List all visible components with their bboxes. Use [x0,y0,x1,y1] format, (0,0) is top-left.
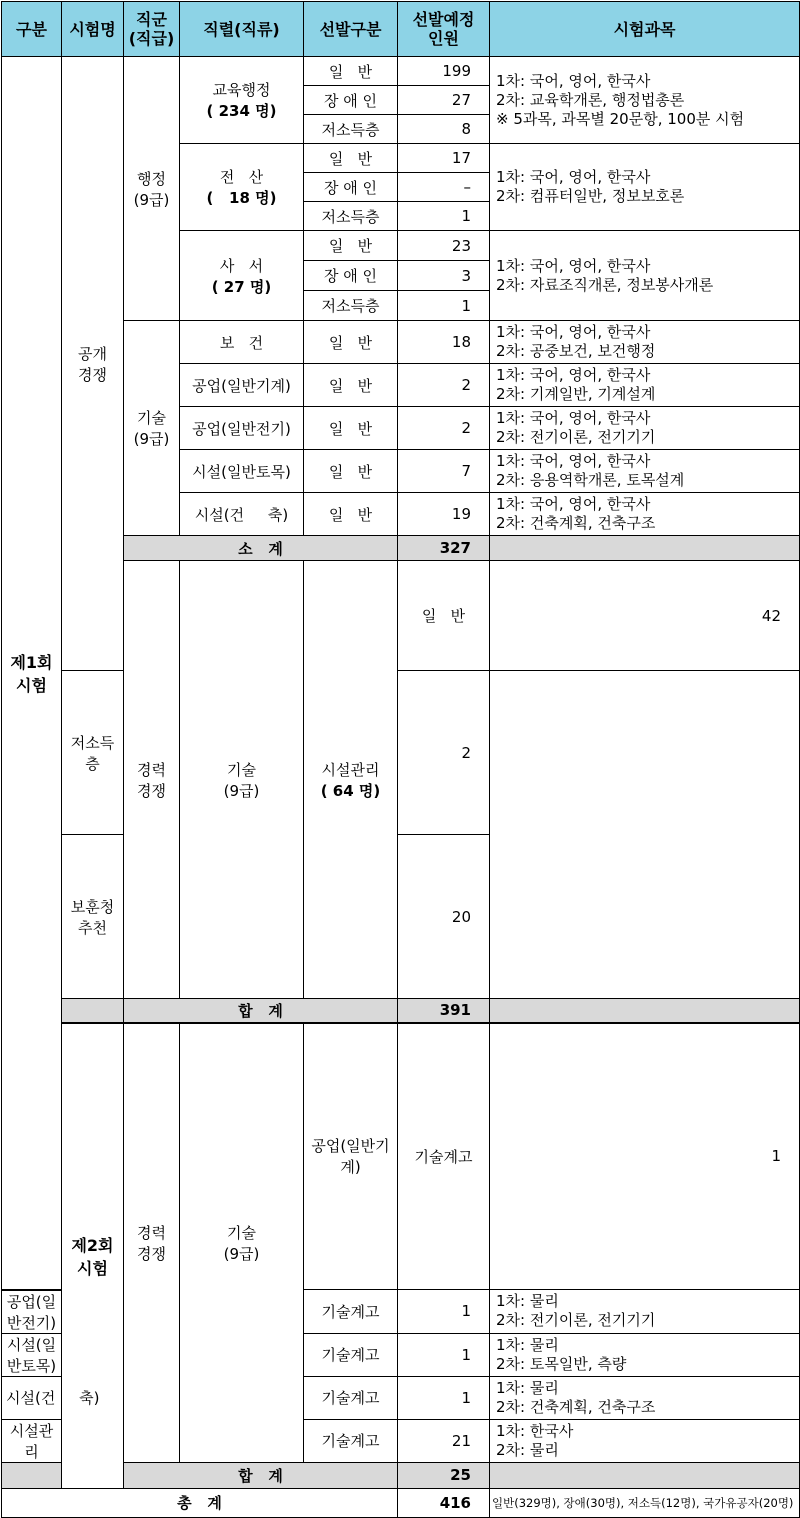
open-competition-label: 공개 경쟁 [62,57,124,671]
facility-series [304,561,398,999]
grand-total-note: 일반(329명), 장애(30명), 저소득(12명), 국가유공자(20명) [490,1488,800,1517]
round2-subjects-cell: 1차: 물리 2차: 토목일반, 측량 [490,1333,800,1376]
planned-count-cell: 21 [398,1419,490,1462]
selection-type-cell: 일 반 [304,231,398,261]
round1-total-value: 391 [398,999,490,1023]
round2-subjects-cell: 1차: 한국사 2차: 물리 [490,1419,800,1462]
computing-series [180,144,304,231]
planned-count-cell: 1 [490,1023,800,1290]
round2-series-cell: 공업(일반전기) [2,1290,62,1334]
round2-label: 제2회 시험 [62,1023,124,1489]
round2-series-cell: 시설관리 [2,1419,62,1462]
header-exam-name: 시험명 [62,2,124,57]
librarian-series [180,231,304,321]
edu-admin-series [180,57,304,144]
tech-subjects-cell: 1차: 국어, 영어, 한국사 2차: 전기이론, 전기기기 [490,407,800,450]
edu-admin-count: ( 234 명) [206,102,277,120]
header-category: 구분 [2,2,62,57]
selection-type-cell: 저소득층 [62,671,124,835]
selection-type-cell: 보훈청추천 [62,835,124,999]
selection-type-cell: 기술계고 [304,1333,398,1376]
tech-series-cell: 공업(일반전기) [180,407,304,450]
planned-count-cell: 23 [398,231,490,261]
planned-count-cell: 1 [398,291,490,321]
round2-career-label: 경력 경쟁 [124,1023,180,1463]
computing-name: 전 산 [219,168,264,186]
subtotal-value: 327 [398,536,490,561]
round2-subjects-cell: 1차: 물리 2차: 건축계획, 건축구조 [490,1376,800,1419]
edu-admin-name: 교육행정 [212,81,271,99]
planned-count-cell: 1 [398,202,490,231]
round2-total-value: 25 [398,1462,490,1488]
round1-total-label: 합 계 [124,999,398,1023]
selection-type-cell: 일 반 [398,561,490,671]
planned-count-cell: 17 [398,144,490,173]
selection-type-cell: 일 반 [304,407,398,450]
planned-count-cell: – [398,173,490,202]
edu-admin-subjects: 1차: 국어, 영어, 한국사 2차: 교육학개론, 행정법총론 ※ 5과목, 과목별 20문항, 100분 시험 [490,57,800,144]
planned-count-cell: 1 [398,1290,490,1334]
admin-grade-label: 행정 (9급) [124,57,180,321]
planned-count-cell: 7 [398,450,490,493]
round2-series-cell: 공업(일반기계) [304,1023,398,1290]
selection-type-cell: 저소득층 [304,115,398,144]
selection-type-cell: 장 애 인 [304,173,398,202]
selection-type-cell: 일 반 [304,57,398,86]
planned-count-cell: 42 [490,561,800,671]
tech-series-cell: 시설(건 축) [180,493,304,536]
selection-type-cell: 일 반 [304,144,398,173]
facility-name: 시설관리 [321,760,380,779]
planned-count-cell: 199 [398,57,490,86]
tech-series-cell: 보 건 [180,321,304,364]
round2-total-spacer [2,1462,62,1488]
planned-count-cell: 3 [398,261,490,291]
round2-series-cell: 시설(일반토목) [2,1333,62,1376]
tech-subjects-cell: 1차: 국어, 영어, 한국사 2차: 건축계획, 건축구조 [490,493,800,536]
tech-subjects-cell: 1차: 국어, 영어, 한국사 2차: 기계일반, 기계설계 [490,364,800,407]
header-exam-subjects: 시험과목 [490,2,800,57]
selection-type-cell: 기술계고 [304,1419,398,1462]
career-grade-label: 기술 (9급) [180,561,304,999]
planned-count-cell: 2 [398,364,490,407]
tech-series-cell: 시설(일반토목) [180,450,304,493]
header-row [2,2,800,57]
round2-series-cell: 시설(건 축) [2,1376,62,1419]
tech-subjects-cell: 1차: 국어, 영어, 한국사 2차: 공중보건, 보건행정 [490,321,800,364]
planned-count-cell: 19 [398,493,490,536]
facility-count: ( 64 명) [320,781,381,800]
selection-type-cell: 일 반 [304,364,398,407]
selection-type-cell: 장 애 인 [304,86,398,115]
planned-count-cell: 8 [398,115,490,144]
round1-label: 제1회 시험 [2,57,62,1290]
subtotal-empty [490,536,800,561]
career-competition-label: 경력 경쟁 [124,561,180,999]
subtotal-label: 소 계 [124,536,398,561]
planned-count-cell: 20 [398,835,490,999]
selection-type-cell: 장 애 인 [304,261,398,291]
planned-count-cell: 2 [398,407,490,450]
tech-series-cell: 공업(일반기계) [180,364,304,407]
round2-grade-label: 기술 (9급) [180,1023,304,1463]
selection-type-cell: 저소득층 [304,291,398,321]
librarian-name: 사 서 [219,256,264,275]
tech-grade-label: 기술 (9급) [124,321,180,536]
round1-total-empty [490,999,800,1023]
selection-type-cell: 일 반 [304,493,398,536]
selection-type-cell: 일 반 [304,321,398,364]
tech-subjects-cell: 1차: 국어, 영어, 한국사 2차: 응용역학개론, 토목설계 [490,450,800,493]
selection-type-cell: 기술계고 [398,1023,490,1290]
round2-total-label: 합 계 [124,1462,398,1488]
grand-total-value: 416 [398,1488,490,1517]
header-job-group: 직군 (직급) [124,2,180,57]
round1-total-spacer [62,999,124,1023]
selection-type-cell: 저소득층 [304,202,398,231]
round2-total-empty [490,1462,800,1488]
header-planned-count: 선발예정 인원 [398,2,490,57]
planned-count-cell: 1 [398,1333,490,1376]
computing-count: ( 18 명) [206,189,277,207]
librarian-subjects: 1차: 국어, 영어, 한국사 2차: 자료조직개론, 정보봉사개론 [490,231,800,321]
planned-count-cell: 18 [398,321,490,364]
header-selection-type: 선발구분 [304,2,398,57]
header-job-series: 직렬(직류) [180,2,304,57]
round2-subjects-cell: 1차: 물리 2차: 전기이론, 전기기기 [490,1290,800,1334]
planned-count-cell: 27 [398,86,490,115]
planned-count-cell: 1 [398,1376,490,1419]
selection-type-cell: 일 반 [304,450,398,493]
grand-total-label: 총 계 [2,1488,398,1517]
selection-type-cell: 기술계고 [304,1376,398,1419]
exam-schedule-table [1,1,800,1518]
selection-type-cell: 기술계고 [304,1290,398,1334]
computing-subjects: 1차: 국어, 영어, 한국사 2차: 컴퓨터일반, 정보보호론 [490,144,800,231]
planned-count-cell: 2 [398,671,490,835]
librarian-count: ( 27 명) [211,277,272,296]
